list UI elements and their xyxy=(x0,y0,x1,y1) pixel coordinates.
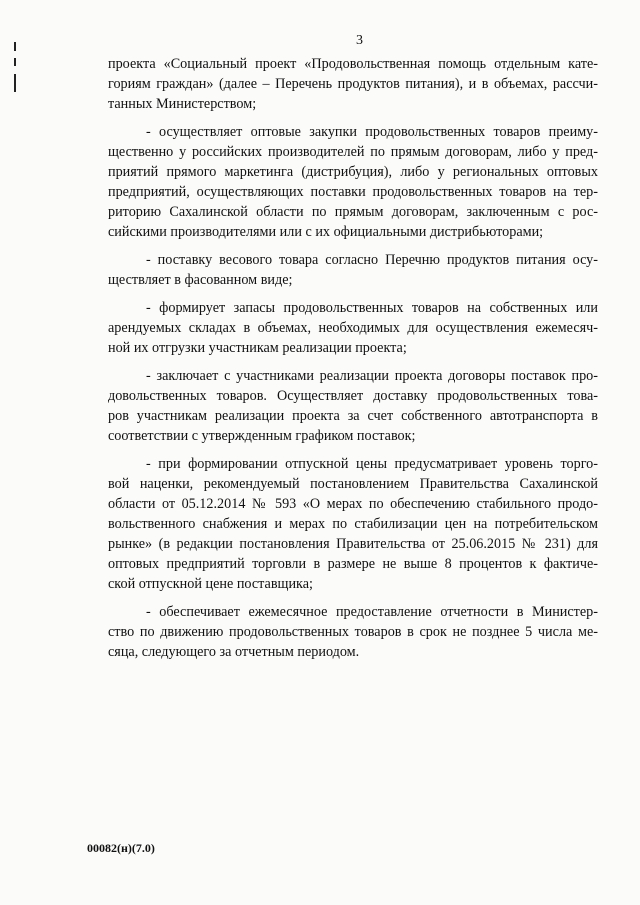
text-line: - обеспечивает ежемесячное предоставление отчетности в Министер- xyxy=(146,604,598,620)
text-line: области от 05.12.2014 № 593 «О мерах по обеспечению стабильного продо- xyxy=(108,496,598,512)
text-line: предприятий, осуществляющих поставки продовольственных товаров на тер- xyxy=(108,184,598,200)
text-line: проекта «Социальный проект «Продовольственная помощь отдельным кате- xyxy=(108,56,598,72)
text-line: - осуществляет оптовые закупки продовольственных товаров преиму- xyxy=(146,124,598,140)
paragraph xyxy=(108,454,598,594)
paragraph xyxy=(108,602,598,662)
paragraph xyxy=(108,54,598,114)
paragraph xyxy=(108,122,598,242)
text-line: риторию Сахалинской области по прямым договорам, заключенным с рос- xyxy=(108,204,598,220)
text-line: ров участникам реализации проекта за счет собственного автотранспорта в xyxy=(108,408,598,424)
text-line: арендуемых складах в объемах, необходимых для осуществления ежемесяч- xyxy=(108,320,598,336)
text-line: - при формировании отпускной цены предусматривает уровень торго- xyxy=(146,456,598,472)
text-line: рынке» (в редакции постановления Правительства от 25.06.2015 № 231) для xyxy=(108,536,598,552)
text-line: ской отпускной цене поставщика; xyxy=(108,576,313,592)
text-line: сийскими производителями или с их официальными дистрибьюторами; xyxy=(108,224,544,240)
text-line: щественно у российских производителей по прямым договорам, либо у пред- xyxy=(108,144,598,160)
document-body xyxy=(108,54,598,670)
text-line: вольственного снабжения и мерах по стабилизации цен на потребительском xyxy=(108,516,598,532)
text-line: вой наценки, рекомендуемый постановлением Правительства Сахалинской xyxy=(108,476,598,492)
paragraph xyxy=(108,366,598,446)
text-line: сяца, следующего за отчетным периодом. xyxy=(108,644,360,660)
paragraph xyxy=(108,250,598,290)
text-line: ществляет в фасованном виде; xyxy=(108,272,293,288)
scan-margin-mark xyxy=(14,42,16,51)
document-code: 00082(н)(7.0) xyxy=(87,841,155,855)
page-number: 3 xyxy=(356,33,363,48)
text-line: довольственных товаров. Осуществляет доставку продовольственных това- xyxy=(108,388,598,404)
text-line: соответствии с утвержденным графиком поставок; xyxy=(108,428,416,444)
scan-margin-mark xyxy=(14,74,16,92)
text-line: ной их отгрузки участникам реализации проекта; xyxy=(108,340,407,356)
text-line: - заключает с участниками реализации проекта договоры поставок про- xyxy=(146,368,598,384)
text-line: танных Министерством; xyxy=(108,96,257,112)
paragraph xyxy=(108,298,598,358)
text-line: ство по движению продовольственных товаров в срок не позднее 5 числа ме- xyxy=(108,624,598,640)
text-line: оптовых предприятий торговли в размере не выше 8 процентов к фактиче- xyxy=(108,556,598,572)
text-line: гориям граждан» (далее – Перечень продуктов питания), и в объемах, рассчи- xyxy=(108,76,598,92)
text-line: приятий прямого маркетинга (дистрибуция), либо у региональных оптовых xyxy=(108,164,598,180)
text-line: - поставку весового товара согласно Перечню продуктов питания осу- xyxy=(146,252,598,268)
text-line: - формирует запасы продовольственных товаров на собственных или xyxy=(146,300,598,316)
scan-margin-mark xyxy=(14,58,16,66)
